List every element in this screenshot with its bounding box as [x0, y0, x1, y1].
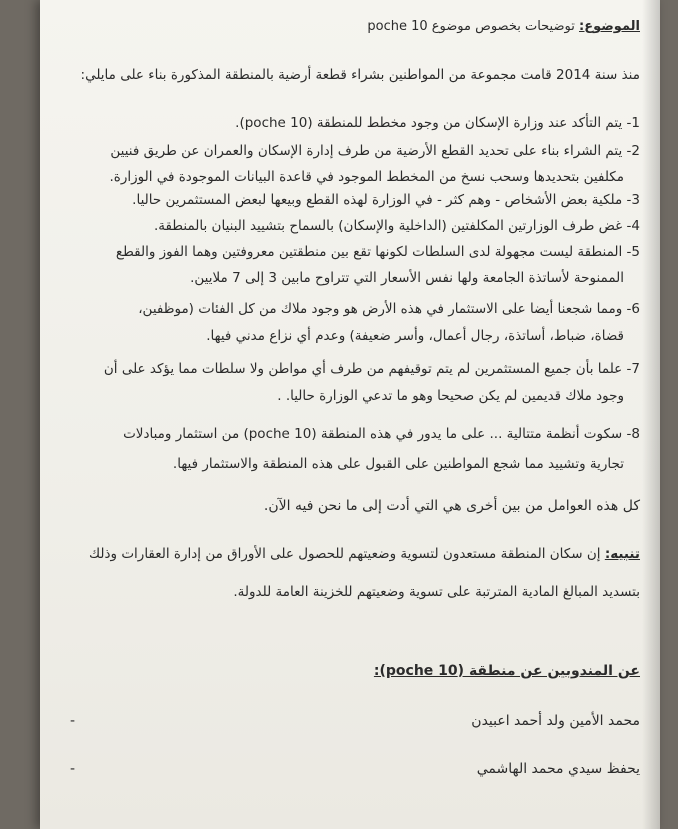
list-item-4-line-1: 4- غض طرف الوزارتين المكلفتين (الداخلية والإسكان) بالسماح بتشييد البنيان بالمنطقة.	[153, 218, 640, 234]
document-page	[40, 0, 660, 829]
subject-line	[52, 18, 640, 36]
conclusion-text: كل هذه العوامل من بين أخرى هي التي أدت إلى ما نحن فيه الآن.	[263, 498, 640, 514]
representative-1	[52, 712, 640, 730]
representative-2	[52, 760, 640, 778]
list-item-2-line-2: مكلفين بتحديدها وسحب نسخ من المخطط الموجود في قاعدة البيانات الموجودة في الوزارة.	[109, 169, 624, 185]
list-item-5-line-2: الممنوحة لأساتذة الجامعة ولها نفس الأسعار التي تتراوح مابين 3 إلى 7 ملايين.	[190, 270, 624, 286]
note-label: تنبيه:	[604, 546, 640, 562]
dash-marker: -	[70, 761, 76, 777]
subject-label: الموضوع:	[579, 19, 640, 34]
list-item-6-line-2: قضاة، ضباط، أساتذة، رجال أعمال، وأسر ضعيفة) وعدم أي نزاع مدني فيها.	[206, 328, 624, 344]
paper-shadow	[642, 0, 660, 829]
list-item-7-line-2: وجود ملاك قديمين لم يكن صحيحا وهو ما تدعي الوزارة حاليا. .	[277, 388, 624, 404]
representatives-heading: عن المندوبين عن منطقة (poche 10):	[373, 663, 640, 679]
list-item-5-line-1: 5- المنطقة ليست مجهولة لدى السلطات لكونها تقع بين منطقتين معروفتين وهما الفوز والقطع	[115, 244, 640, 260]
list-item-6-line-1: 6- ومما شجعنا أيضا على الاستثمار في هذه الأرض هو وجود ملاك من كل الفئات (موظفين،	[138, 301, 640, 317]
dash-marker: -	[70, 713, 76, 729]
list-item-8-line-1: 8- سكوت أنظمة متتالية ... على ما يدور في هذه المنطقة (poche 10) من استثمار ومبادلات	[123, 426, 640, 442]
note-text-1: إن سكان المنطقة مستعدون لتسوية وضعيتهم للحصول على الأوراق من إدارة العقارات وذلك	[89, 546, 601, 562]
intro-paragraph: منذ سنة 2014 قامت مجموعة من المواطنين بشراء قطعة أرضية بالمنطقة المذكورة بناء على مايلي:	[80, 67, 640, 83]
note-line-2: بتسديد المبالغ المادية المترتبة على تسوية وضعيتهم للخزينة العامة للدولة.	[233, 584, 640, 600]
list-item-7-line-1: 7- علما بأن جميع المستثمرين لم يتم توقيفهم من طرف أي مواطن ولا سلطات مما يؤكد على أن	[103, 361, 640, 377]
list-item-1-line-1: 1- يتم التأكد عند وزارة الإسكان من وجود مخطط للمنطقة (poche 10).	[235, 115, 640, 131]
note-line-1	[52, 545, 640, 563]
representative-name: محمد الأمين ولد أحمد اعبيدن	[471, 713, 640, 729]
list-item-2-line-1: 2- يتم الشراء بناء على تحديد القطع الأرضية من طرف إدارة الإسكان والعمران عن طريق فنيين	[110, 143, 640, 159]
representative-name: يحفظ سيدي محمد الهاشمي	[476, 761, 640, 777]
subject-text: توضيحات بخصوص موضوع poche 10	[367, 19, 575, 34]
list-item-8-line-2: تجارية وتشييد مما شجع المواطنين على القبول على هذه المنطقة والاستثمار فيها.	[172, 456, 624, 472]
list-item-3-line-1: 3- ملكية بعض الأشخاص - وهم كثر - في الوزارة لهذه القطع وبيعها لبعض المستثمرين حاليا.	[132, 192, 640, 208]
